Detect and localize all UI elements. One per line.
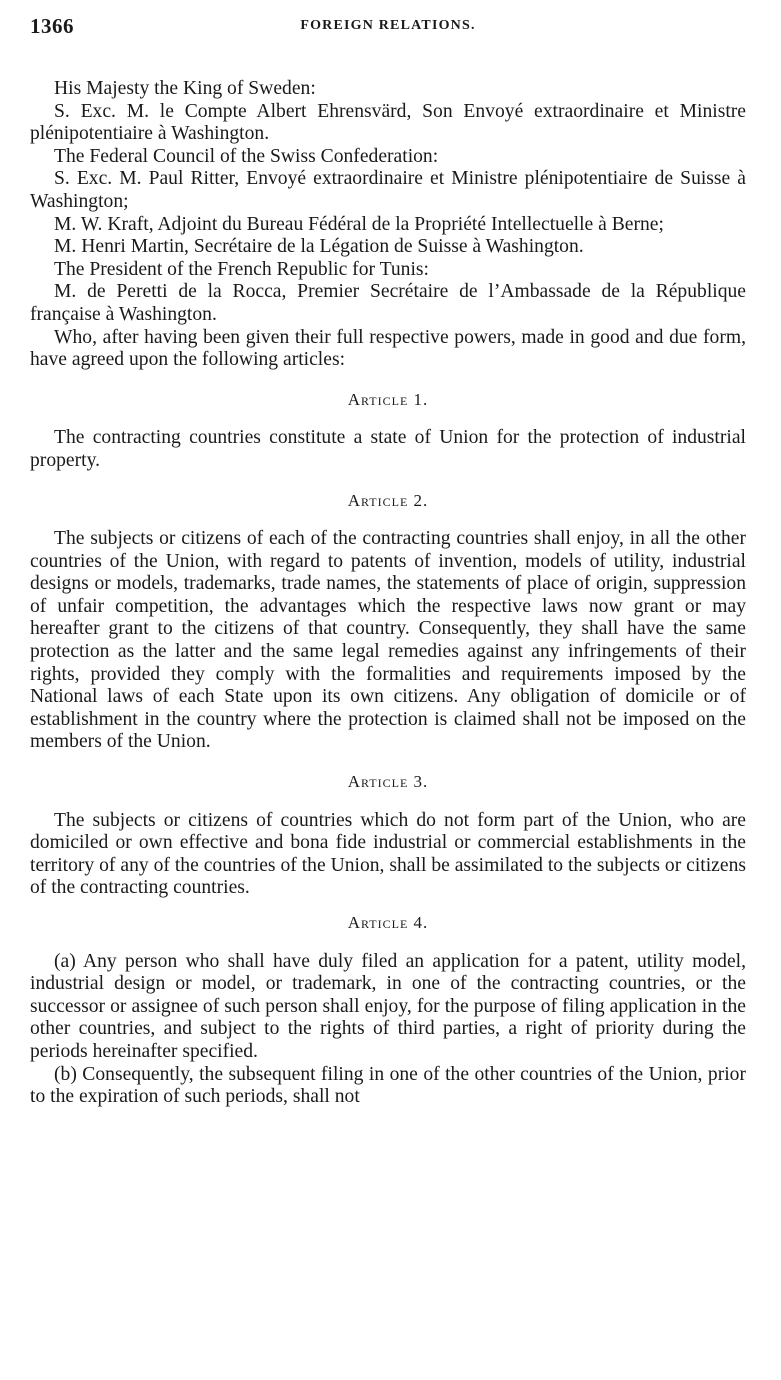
article-4-paragraph-b: (b) Consequently, the subsequent filing in one of the other countries of the Union, prior to the expiration of such periods, shall not: [30, 1063, 746, 1108]
agreement-preamble: Who, after having been given their full respective powers, made in good and due form, have agreed upon the following articles:: [30, 326, 746, 371]
party-sweden: His Majesty the King of Sweden:: [54, 78, 316, 99]
article-4-heading: Article 4.: [347, 913, 429, 932]
article-3-heading: Article 3.: [347, 772, 429, 792]
page-number: 1366: [30, 14, 74, 38]
article-1-paragraph: The contracting countries constitute a state of Union for the protection of industrial property.: [30, 427, 746, 471]
delegate-martin: M. Henri Martin, Secrétaire de la Légation de Suisse à Washington.: [54, 236, 584, 258]
delegate-kraft: M. W. Kraft, Adjoint du Bureau Fédéral de la Propriété Intellectuelle à Berne;: [54, 213, 664, 235]
article-4-paragraph-a: (a) Any person who shall have duly filed an application for a patent, utility model, industrial design or model, or trademark, in one of the contracting countries, or the successor or assignee of such person shall enjoy, for the purpose of filing application in the other countries, and subject to the rights of third parties, a right of priority during the periods hereinafter specified.: [30, 950, 746, 1062]
delegate-peretti: M. de Peretti de la Rocca, Premier Secrétaire de l’Ambassade de la République française à Washington.: [30, 281, 746, 325]
delegate-ritter: S. Exc. M. Paul Ritter, Envoyé extraordinaire et Ministre plénipotentiaire de Suisse à Washington;: [30, 168, 746, 212]
article-2-heading: Article 2.: [347, 490, 429, 510]
delegate-ehrensvard: S. Exc. M. le Compte Albert Ehrensvärd, Son Envoyé extraordinaire et Ministre plénipotentiaire à Washington.: [30, 100, 746, 145]
body-text: [30, 78, 746, 1109]
running-title: FOREIGN RELATIONS.: [300, 18, 476, 33]
party-tunis: The President of the French Republic for Tunis:: [54, 258, 429, 280]
document-page: [30, 14, 746, 1109]
article-2-paragraph: The subjects or citizens of each of the contracting countries shall enjoy, in all the other countries of the Union, with regard to patents of invention, models of utility, industrial designs or models, trademarks, trade names, the statements of place of origin, suppression of unfair competition, the advantages which the respective laws now grant or may hereafter grant to the citizens of that country. Consequently, they shall have the same protection as the latter and the same legal remedies against any infringements of their rights, provided they comply with the formalities and requirements imposed by the National laws of each State upon its own citizens. Any obligation of domicile or of establishment in the country where the protection is claimed shall not be imposed on the members of the Union.: [30, 528, 746, 753]
article-1-heading: Article 1.: [347, 389, 429, 409]
running-head: [30, 14, 746, 44]
party-switzerland: The Federal Council of the Swiss Confederation:: [54, 145, 439, 167]
article-3-paragraph: The subjects or citizens of countries which do not form part of the Union, who are domiciled or own effective and bona fide industrial or commercial establishments in the territory of any of the countries of the Union, shall be assimilated to the subjects or citizens of the contracting countries.: [30, 809, 746, 899]
